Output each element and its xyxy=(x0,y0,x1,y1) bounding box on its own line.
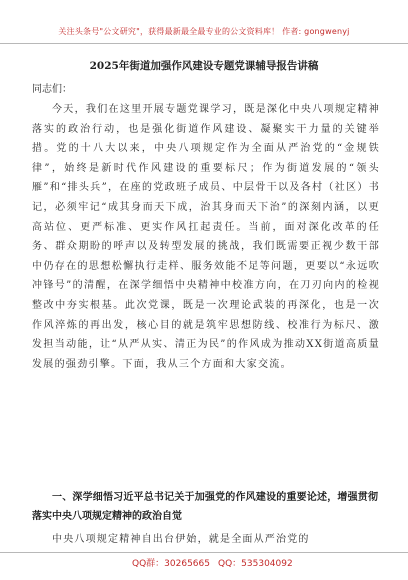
body-paragraph: 今天，我们在这里开展专题党课学习，既是深化中央八项规定精神落实的政治行动，也是强化街道作风建设、凝聚实干力量的关键举措。党的十八大以来，中央八项规定作为全面从严治党的“金规铁律”，始终是新时代作风建设的重要标尺；作为街道发展的“领头雁”和“排头兵”，在座的党政班子成员、中层骨干以及各村（社区）书记，必须牢记“成其身而天下成，治其身而天下治”的深刻内涵，以更高站位、更严标准、更实作风扛起责任。当前，面对深化改革的任务、群众期盼的呼声以及转型发展的挑战，我们既需要正视少数干部中仍存在的思想松懈执行走样、服务效能不足等问题，更要以“永远吹冲锋号”的清醒，在深学细悟中央精神中校准方向，在刀刃向内的检视整改中夯实根基。此次党课，既是一次理论武装的再深化，也是一次作风淬炼的再出发，核心目的就是筑牢思想防线、校准行为标尺、激发担当动能，让“从严从实、清正为民”的作风成为推动XX街道高质量发展的强劲引擎。下面，我从三个方面和大家交流。 xyxy=(32,104,380,370)
document-body xyxy=(32,100,380,374)
salutation: 同志们： xyxy=(32,84,72,95)
footer-qq-contact: QQ：535304092 xyxy=(218,559,293,569)
document-footer xyxy=(0,552,408,580)
document-title: 2025年街道加强作风建设专题党课辅导报告讲稿 xyxy=(89,60,319,72)
header-promo-text: 关注头条号"公文研究"，获得最新最全最专业的公文资料库！ 作者: gongwenyj xyxy=(58,27,350,36)
document-header xyxy=(0,0,408,44)
footer-qq-group: QQ群：30265665 xyxy=(132,559,210,569)
section-heading: 一、深学细悟习近平总书记关于加强党的作风建设的重要论述，增强贯彻落实中央八项规定精神的政治自觉 xyxy=(32,492,378,522)
continued-paragraph: 中央八项规定精神自出台伊始，就是全面从严治党的 xyxy=(52,534,310,545)
